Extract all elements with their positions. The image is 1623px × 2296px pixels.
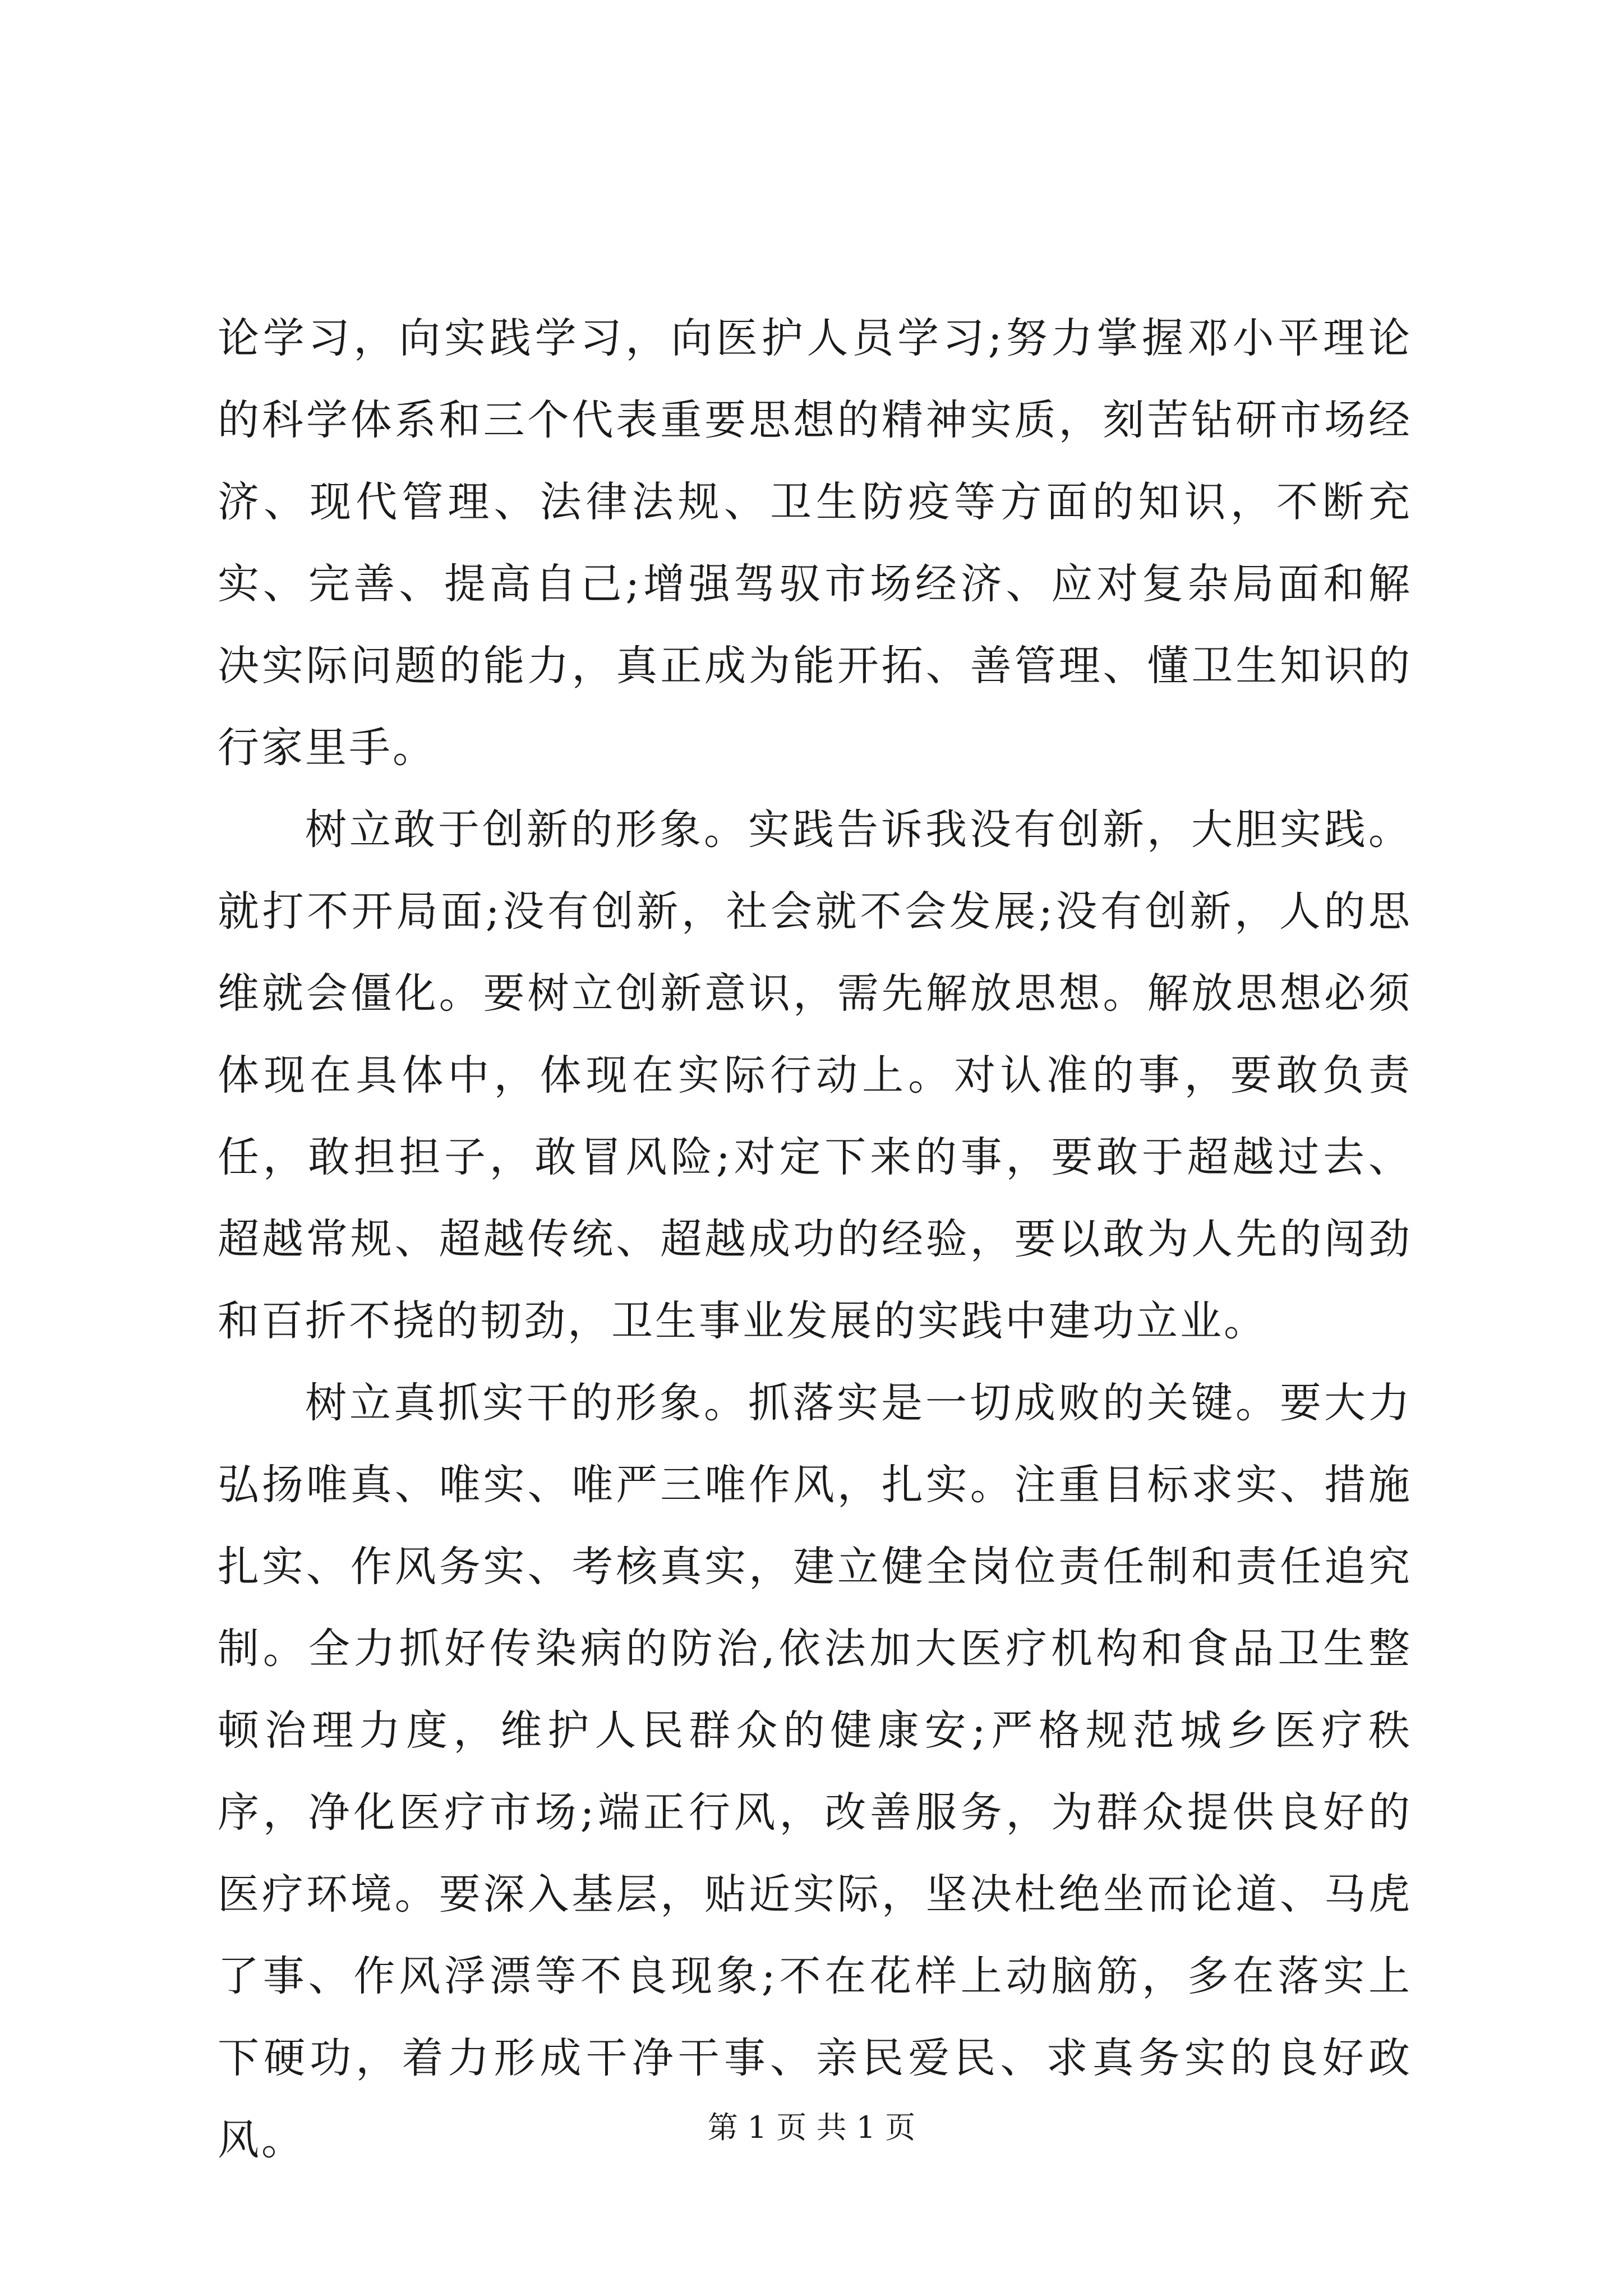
document-body — [218, 297, 1412, 2181]
paragraph-2: 树立敢于创新的形象。实践告诉我没有创新，大胆实践。就打不开局面;没有创新，社会就不会发展;没有创新，人的思维就会僵化。要树立创新意识，需先解放思想。解放思想必须体现在具体中，体现在实际行动上。对认准的事，要敢负责任，敢担担子，敢冒风险;对定下来的事，要敢于超越过去、超越常规、超越传统、超越成功的经验，要以敢为人先的闯劲和百折不挠的韧劲，卫生事业发展的实践中建功立业。 — [218, 806, 1412, 1345]
paragraph-3: 树立真抓实干的形象。抓落实是一切成败的关键。要大力弘扬唯真、唯实、唯严三唯作风，扎实。注重目标求实、措施扎实、作风务实、考核真实，建立健全岗位责任制和责任追究制。全力抓好传染病的防治,依法加大医疗机构和食品卫生整顿治理力度，维护人民群众的健康安;严格规范城乡医疗秩序，净化医疗市场;端正行风，改善服务，为群众提供良好的医疗环境。要深入基层，贴近实际，坚决杜绝坐而论道、马虎了事、作风浮漂等不良现象;不在花样上动脑筋，多在落实上下硬功，着力形成干净干事、亲民爱民、求真务实的良好政风。 — [218, 1379, 1412, 2164]
page-footer — [0, 2108, 1623, 2147]
paragraph-1: 论学习，向实践学习，向医护人员学习;努力掌握邓小平理论的科学体系和三个代表重要思想的精神实质，刻苦钻研市场经济、现代管理、法律法规、卫生防疫等方面的知识，不断充实、完善、提高自己;增强驾驭市场经济、应对复杂局面和解决实际问题的能力，真正成为能开拓、善管理、懂卫生知识的行家里手。 — [218, 314, 1412, 772]
page-number-text: 第 1 页 共 1 页 — [707, 2110, 916, 2145]
